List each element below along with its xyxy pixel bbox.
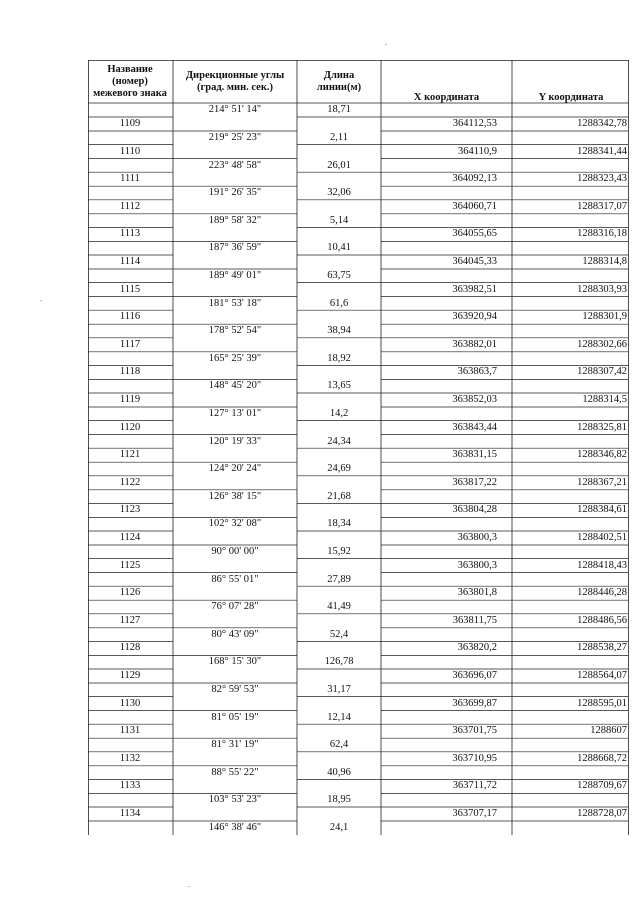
y-coordinate: 1288607 [590,725,627,737]
mark-number: 1113 [119,228,141,240]
x-coordinate: 364045,33 [452,256,497,267]
line-length: 12,14 [327,711,351,723]
x-coordinate: 363711,72 [452,780,497,792]
direction-angle: 76° 07' 28" [211,601,259,613]
y-coordinate: 1288303,93 [577,283,627,295]
direction-angle: 80° 43' 09" [211,628,259,640]
line-length: 13,65 [327,380,351,392]
x-coordinate: 363920,94 [452,311,497,323]
mark-number: 1111 [120,173,140,185]
direction-angle: 189° 58' 32" [208,214,262,226]
mark-number: 1129 [119,670,141,681]
direction-angle: 90° 00' 00" [211,546,259,557]
line-length: 62,4 [329,739,349,751]
direction-angle: 102° 32' 08" [208,518,262,530]
direction-angle: 168° 15' 30" [208,656,262,668]
direction-angle: 219° 25' 23" [208,132,262,143]
line-length: 40,96 [327,766,351,778]
mark-number: 1123 [119,504,141,516]
x-coordinate: 363852,03 [452,394,497,405]
y-coordinate: 1288346,82 [577,449,627,461]
first-segment-angle: 214° 51' 14" [208,104,262,115]
line-length: 21,68 [327,490,351,502]
line-length: 18,95 [327,794,351,806]
scan-speck [385,44,387,45]
y-coordinate: 1288728,07 [577,808,627,819]
y-coordinate: 1288402,51 [577,532,627,543]
mark-number: 1132 [119,752,141,764]
direction-angle: 81° 31' 19" [211,739,259,751]
x-coordinate: 363699,87 [452,697,497,709]
header-line-length: Длина линии(м) [316,70,362,93]
line-length: 18,92 [327,352,351,364]
line-length: 15,92 [327,546,351,557]
x-coordinate: 364092,13 [452,173,497,185]
x-coordinate: 363800,3 [457,559,497,571]
x-coordinate: 363707,17 [452,808,497,819]
line-length: 14,2 [329,408,349,419]
line-length: 31,17 [327,684,351,695]
direction-angle: 181° 53' 18" [208,297,262,309]
y-coordinate: 1288323,43 [577,173,627,185]
mark-number: 1131 [119,725,141,737]
direction-angle: 178° 52' 54" [208,325,262,337]
line-length: 52,4 [329,628,349,640]
y-coordinate: 1288317,07 [577,200,627,212]
x-coordinate: 364060,71 [452,200,497,212]
y-coordinate: 1288446,28 [577,587,627,599]
mark-number: 1128 [119,642,141,654]
direction-angle: 146° 38' 46" [208,822,262,833]
y-coordinate: 1288418,43 [577,559,627,571]
mark-number: 1121 [119,449,141,461]
mark-number: 1114 [119,256,141,267]
mark-number: 1134 [119,808,141,819]
mark-number: 1126 [119,587,141,599]
x-coordinate: 363843,44 [452,421,497,433]
y-coordinate: 1288307,42 [577,366,627,378]
direction-angle: 223° 48' 58" [208,159,262,171]
line-length: 10,41 [327,242,351,254]
line-length: 26,01 [327,159,351,171]
line-length: 32,06 [327,187,351,199]
mark-number: 1133 [119,780,141,792]
direction-angle: 88° 55' 22" [211,766,259,778]
mark-number: 1124 [119,532,141,543]
x-coordinate: 363882,01 [452,338,497,350]
y-coordinate: 1288709,67 [577,780,627,792]
x-coordinate: 363800,3 [457,532,497,543]
x-coordinate: 363710,95 [452,752,497,764]
y-coordinate: 1288668,72 [577,752,627,764]
direction-angle: 126° 38' 15" [208,490,262,502]
mark-number: 1130 [119,697,141,709]
y-coordinate: 1288538,27 [577,642,627,654]
mark-number: 1109 [119,118,141,129]
line-length: 41,49 [327,601,351,613]
y-coordinate: 1288316,18 [577,228,627,240]
mark-number: 1125 [119,559,141,571]
mark-number: 1122 [119,476,141,488]
y-coordinate: 1288325,81 [577,421,627,433]
direction-angle: 124° 20' 24" [208,463,262,475]
line-length: 126,78 [324,656,354,668]
y-coordinate: 1288564,07 [577,670,627,681]
direction-angle: 165° 25' 39" [208,352,262,364]
x-coordinate: 363701,75 [452,725,497,737]
direction-angle: 82° 59' 53" [211,684,259,695]
scan-speck [188,886,190,887]
header-direction-angle: Дирекционные углы (град. мин. сек.) [185,70,285,93]
mark-number: 1117 [119,338,141,350]
mark-number: 1110 [119,145,141,157]
direction-angle: 189° 49' 01" [208,270,262,281]
line-length: 61,6 [329,297,349,309]
mark-number: 1118 [119,366,141,378]
line-length: 24,34 [327,435,351,447]
x-coordinate: 363804,28 [452,504,497,516]
line-length: 5,14 [329,214,349,226]
direction-angle: 191° 26' 35" [208,187,262,199]
x-coordinate: 364110,9 [458,145,497,157]
x-coordinate: 363820,2 [457,642,497,654]
line-length: 24,1 [329,822,349,833]
mark-number: 1115 [119,283,141,295]
y-coordinate: 1288314,8 [582,256,627,267]
mark-number: 1120 [119,421,141,433]
y-coordinate: 1288486,56 [577,614,627,626]
line-length: 63,75 [327,270,351,281]
scan-speck [40,300,42,301]
y-coordinate: 1288342,78 [577,118,627,129]
line-length: 2,11 [330,132,348,143]
direction-angle: 120° 19' 33" [208,435,262,447]
x-coordinate: 363982,51 [452,283,497,295]
direction-angle: 127° 13' 01" [208,408,262,419]
line-length: 18,34 [327,518,351,530]
x-coordinate: 363801,8 [457,587,497,599]
line-length: 27,89 [327,573,351,585]
direction-angle: 86° 55' 01" [211,573,259,585]
x-coordinate: 363817,22 [452,476,497,488]
first-segment-length: 18,71 [327,104,351,115]
y-coordinate: 1288384,61 [577,504,627,516]
header-y-coordinate: Y координата [538,92,604,103]
y-coordinate: 1288367,21 [577,476,627,488]
direction-angle: 148° 45' 20" [208,380,262,392]
y-coordinate: 1288301,9 [582,311,627,323]
y-coordinate: 1288341,44 [577,145,627,157]
mark-number: 1119 [119,394,141,405]
y-coordinate: 1288302,66 [577,338,627,350]
y-coordinate: 1288314,5 [582,394,627,405]
mark-number: 1127 [119,614,141,626]
x-coordinate: 364112,53 [452,118,497,129]
x-coordinate: 363831,15 [452,449,497,461]
header-x-coordinate: X координата [413,92,480,103]
y-coordinate: 1288595,01 [577,697,627,709]
x-coordinate: 364055,65 [452,228,497,240]
line-length: 38,94 [327,325,351,337]
mark-number: 1112 [119,200,141,212]
line-length: 24,69 [327,463,351,475]
header-mark-name: Название (номер) межевого знака [93,64,167,99]
x-coordinate: 363863,7 [457,366,497,378]
direction-angle: 187° 36' 59" [208,242,262,254]
x-coordinate: 363811,75 [452,614,497,626]
x-coordinate: 363696,07 [452,670,497,681]
mark-number: 1116 [119,311,141,323]
direction-angle: 103° 53' 23" [208,794,262,806]
direction-angle: 81° 05' 19" [211,711,259,723]
